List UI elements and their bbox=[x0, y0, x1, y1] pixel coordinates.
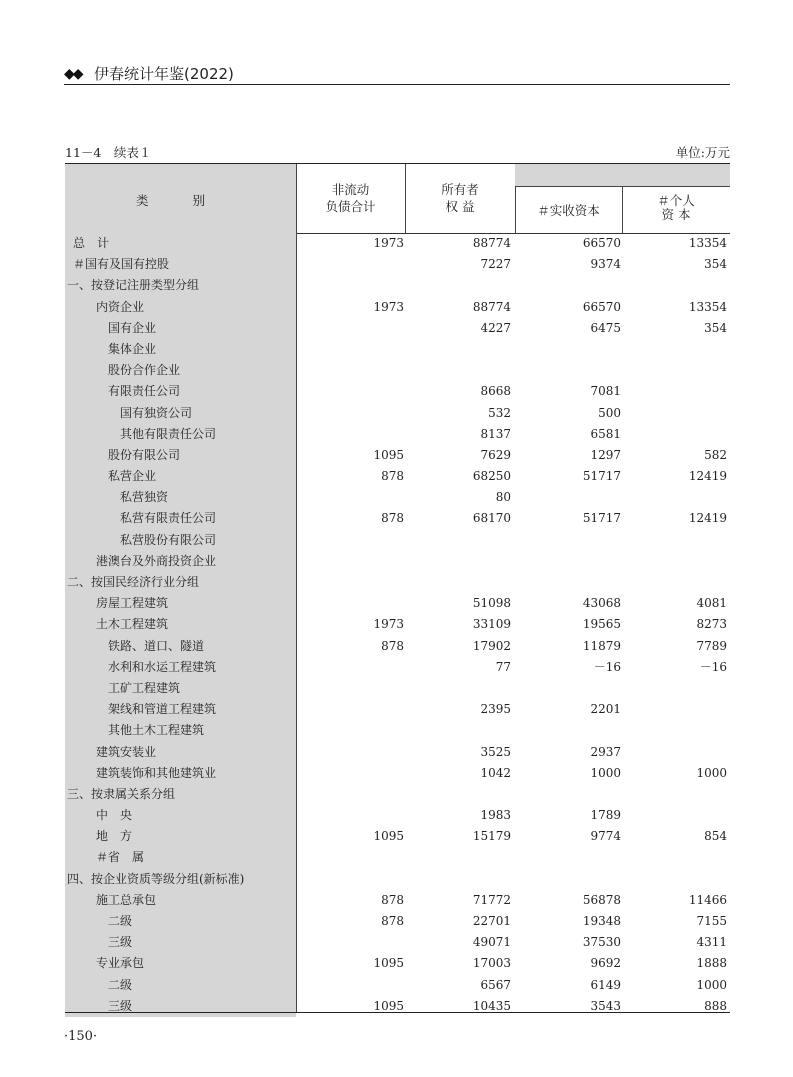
row-label: 工矿工程建筑 bbox=[65, 678, 296, 699]
row-label: 二级 bbox=[65, 911, 296, 932]
row-value: 11879 bbox=[582, 638, 621, 653]
table-row bbox=[65, 403, 730, 424]
table-row bbox=[65, 720, 730, 741]
header-category: 类 别 bbox=[65, 164, 296, 233]
row-label: 二、按国民经济行业分组 bbox=[65, 572, 296, 593]
row-label: 私营企业 bbox=[65, 466, 296, 487]
row-label: 建筑安装业 bbox=[65, 742, 296, 763]
row-value: 17003 bbox=[472, 956, 511, 971]
row-value: 6475 bbox=[590, 320, 621, 335]
row-value: 3543 bbox=[590, 998, 621, 1013]
row-label: 水利和水运工程建筑 bbox=[65, 657, 296, 678]
table-row bbox=[65, 466, 730, 487]
row-value: 582 bbox=[704, 447, 727, 462]
row-label: 一、按登记注册类型分组 bbox=[65, 275, 296, 296]
row-value: 2937 bbox=[590, 744, 621, 759]
row-label: 二级 bbox=[65, 975, 296, 996]
row-value: 878 bbox=[381, 638, 404, 653]
row-label: 内资企业 bbox=[65, 297, 296, 318]
running-header bbox=[64, 62, 730, 84]
row-value: 9374 bbox=[590, 257, 621, 272]
header-noncurrent-liabilities: 非流动 负债合计 bbox=[325, 182, 376, 214]
row-value: 80 bbox=[495, 490, 511, 505]
row-value: 4227 bbox=[480, 320, 511, 335]
row-value: 1789 bbox=[590, 808, 621, 823]
table-row bbox=[65, 657, 730, 678]
row-value: 1973 bbox=[373, 299, 404, 314]
row-label: 地 方 bbox=[65, 826, 296, 847]
row-value: 1983 bbox=[480, 808, 511, 823]
row-label: 国有独资公司 bbox=[65, 403, 296, 424]
row-value: 88774 bbox=[472, 236, 511, 250]
row-value: 11466 bbox=[688, 892, 727, 907]
row-value: 66570 bbox=[582, 236, 621, 250]
table-row bbox=[65, 869, 730, 890]
row-value: 854 bbox=[704, 829, 727, 844]
table-row bbox=[65, 339, 730, 360]
row-value: 500 bbox=[598, 405, 621, 420]
table-row bbox=[65, 890, 730, 911]
table-row bbox=[65, 763, 730, 784]
table-row bbox=[65, 572, 730, 593]
table-row bbox=[65, 551, 730, 572]
table-row bbox=[65, 508, 730, 529]
row-value: 2395 bbox=[480, 702, 511, 717]
row-value: 1000 bbox=[696, 765, 727, 780]
table-row bbox=[65, 233, 730, 254]
book-title: 伊春统计年鉴(2022) bbox=[94, 65, 234, 83]
row-label: 私营有限责任公司 bbox=[65, 508, 296, 529]
row-value: 878 bbox=[381, 469, 404, 484]
header-owners-equity: 所有者 权 益 bbox=[405, 164, 515, 233]
row-value: 6149 bbox=[590, 977, 621, 992]
table-id: 11－4 续表１ bbox=[65, 145, 152, 160]
table-row bbox=[65, 381, 730, 402]
row-value: 878 bbox=[381, 511, 404, 526]
row-label: 其他土木工程建筑 bbox=[65, 720, 296, 741]
row-label: 集体企业 bbox=[65, 339, 296, 360]
row-label: 有限责任公司 bbox=[65, 381, 296, 402]
header-personal-capital: ＃个人 资 本 bbox=[657, 193, 695, 222]
row-value: 68250 bbox=[472, 469, 511, 484]
row-value: 8273 bbox=[696, 617, 727, 632]
table-row bbox=[65, 254, 730, 275]
row-value: 19348 bbox=[582, 914, 621, 928]
row-value: 1095 bbox=[373, 998, 404, 1013]
table-row bbox=[65, 911, 730, 932]
table-row bbox=[65, 784, 730, 805]
row-label: 中 央 bbox=[65, 805, 296, 826]
diamond-bullets-icon: ◆◆ bbox=[64, 66, 82, 82]
row-value: 10435 bbox=[472, 998, 511, 1013]
table-row bbox=[65, 678, 730, 699]
row-value: 7789 bbox=[696, 638, 727, 653]
row-value: 68170 bbox=[472, 511, 511, 526]
row-value: 12419 bbox=[688, 469, 727, 484]
row-value: 19565 bbox=[582, 617, 621, 632]
row-value: 1973 bbox=[373, 236, 404, 250]
row-value: 17902 bbox=[472, 638, 511, 653]
row-value: 1973 bbox=[373, 617, 404, 632]
page-number: ·150· bbox=[64, 1029, 98, 1044]
row-value: 37530 bbox=[582, 935, 621, 950]
table-row bbox=[65, 847, 730, 868]
table-row bbox=[65, 360, 730, 381]
table-row bbox=[65, 742, 730, 763]
row-label: 专业承包 bbox=[65, 953, 296, 974]
row-value: 1000 bbox=[696, 977, 727, 992]
row-label: 私营独资 bbox=[65, 487, 296, 508]
row-value: 7155 bbox=[696, 914, 727, 928]
row-value: 9692 bbox=[590, 956, 621, 971]
header-paid-in-capital: ＃实收资本 bbox=[537, 203, 600, 218]
table-row bbox=[65, 445, 730, 466]
table-row bbox=[65, 636, 730, 657]
table-row bbox=[65, 932, 730, 953]
table-row bbox=[65, 975, 730, 996]
table-bottom-rule bbox=[65, 1012, 730, 1013]
row-value: 3525 bbox=[480, 744, 511, 759]
row-label: 私营股份有限公司 bbox=[65, 530, 296, 551]
header-divider bbox=[622, 186, 623, 233]
header-divider bbox=[515, 186, 516, 233]
row-label: 港澳台及外商投资企业 bbox=[65, 551, 296, 572]
row-value: 878 bbox=[381, 914, 404, 928]
table-row bbox=[65, 318, 730, 339]
row-value: 7629 bbox=[480, 447, 511, 462]
table-row bbox=[65, 953, 730, 974]
row-value: 1000 bbox=[590, 765, 621, 780]
row-value: 1095 bbox=[373, 447, 404, 462]
row-value: 1095 bbox=[373, 956, 404, 971]
row-label: 国有企业 bbox=[65, 318, 296, 339]
row-value: 532 bbox=[488, 405, 511, 420]
row-value: 4081 bbox=[696, 596, 727, 611]
row-value: 8137 bbox=[480, 426, 511, 441]
table-row bbox=[65, 297, 730, 318]
row-value: 71772 bbox=[472, 892, 511, 907]
row-label: 股份有限公司 bbox=[65, 445, 296, 466]
row-value: －16 bbox=[699, 659, 727, 674]
row-value: 1095 bbox=[373, 829, 404, 844]
row-value: 12419 bbox=[688, 511, 727, 526]
table-row bbox=[65, 805, 730, 826]
table-row bbox=[65, 424, 730, 445]
row-value: 878 bbox=[381, 892, 404, 907]
row-label: 四、按企业资质等级分组(新标准) bbox=[65, 869, 296, 890]
table-row bbox=[65, 826, 730, 847]
row-value: 77 bbox=[495, 659, 511, 674]
row-value: 9774 bbox=[590, 829, 621, 844]
header-divider bbox=[296, 164, 297, 233]
row-value: 888 bbox=[704, 998, 727, 1013]
row-value: 33109 bbox=[472, 617, 511, 632]
row-label: ＃省 属 bbox=[65, 847, 296, 868]
row-value: 15179 bbox=[472, 829, 511, 844]
row-label: 三级 bbox=[65, 932, 296, 953]
row-label: 股份合作企业 bbox=[65, 360, 296, 381]
table-row bbox=[65, 530, 730, 551]
table-row bbox=[65, 614, 730, 635]
header-subrule bbox=[515, 186, 730, 187]
row-value: 88774 bbox=[472, 299, 511, 314]
row-value: 6581 bbox=[590, 426, 621, 441]
row-value: 43068 bbox=[582, 596, 621, 611]
row-value: 49071 bbox=[472, 935, 511, 950]
row-label: ＃国有及国有控股 bbox=[65, 254, 296, 275]
row-value: 13354 bbox=[688, 299, 727, 314]
row-value: 2201 bbox=[590, 702, 621, 717]
row-value: 51717 bbox=[582, 469, 621, 484]
row-label: 建筑装饰和其他建筑业 bbox=[65, 763, 296, 784]
row-value: 56878 bbox=[582, 892, 621, 907]
row-label: 铁路、道口、隧道 bbox=[65, 636, 296, 657]
table-unit: 单位:万元 bbox=[675, 145, 730, 160]
table-body bbox=[65, 233, 730, 1017]
row-value: 51098 bbox=[472, 596, 511, 611]
row-value: 354 bbox=[704, 320, 727, 335]
row-value: －16 bbox=[593, 659, 621, 674]
row-value: 1042 bbox=[480, 765, 511, 780]
row-label: 土木工程建筑 bbox=[65, 614, 296, 635]
table-header bbox=[65, 164, 730, 233]
row-value: 7227 bbox=[480, 257, 511, 272]
row-value: 22701 bbox=[472, 914, 511, 928]
row-value: 1297 bbox=[590, 447, 621, 462]
row-value: 1888 bbox=[696, 956, 727, 971]
row-label: 总 计 bbox=[65, 233, 296, 254]
header-divider bbox=[405, 164, 406, 233]
row-label: 三、按隶属关系分组 bbox=[65, 784, 296, 805]
row-value: 13354 bbox=[688, 236, 727, 250]
row-label: 架线和管道工程建筑 bbox=[65, 699, 296, 720]
table-row bbox=[65, 699, 730, 720]
row-value: 354 bbox=[704, 257, 727, 272]
row-label: 三级 bbox=[65, 996, 296, 1017]
row-value: 4311 bbox=[696, 935, 727, 950]
row-value: 66570 bbox=[582, 299, 621, 314]
table-row bbox=[65, 487, 730, 508]
table-row bbox=[65, 593, 730, 614]
row-label: 房屋工程建筑 bbox=[65, 593, 296, 614]
row-label: 其他有限责任公司 bbox=[65, 424, 296, 445]
table-row bbox=[65, 275, 730, 296]
row-value: 8668 bbox=[480, 384, 511, 399]
row-value: 51717 bbox=[582, 511, 621, 526]
table-row bbox=[65, 996, 730, 1017]
row-value: 7081 bbox=[590, 384, 621, 399]
row-value: 6567 bbox=[480, 977, 511, 992]
row-label: 施工总承包 bbox=[65, 890, 296, 911]
header-rule bbox=[64, 84, 730, 85]
